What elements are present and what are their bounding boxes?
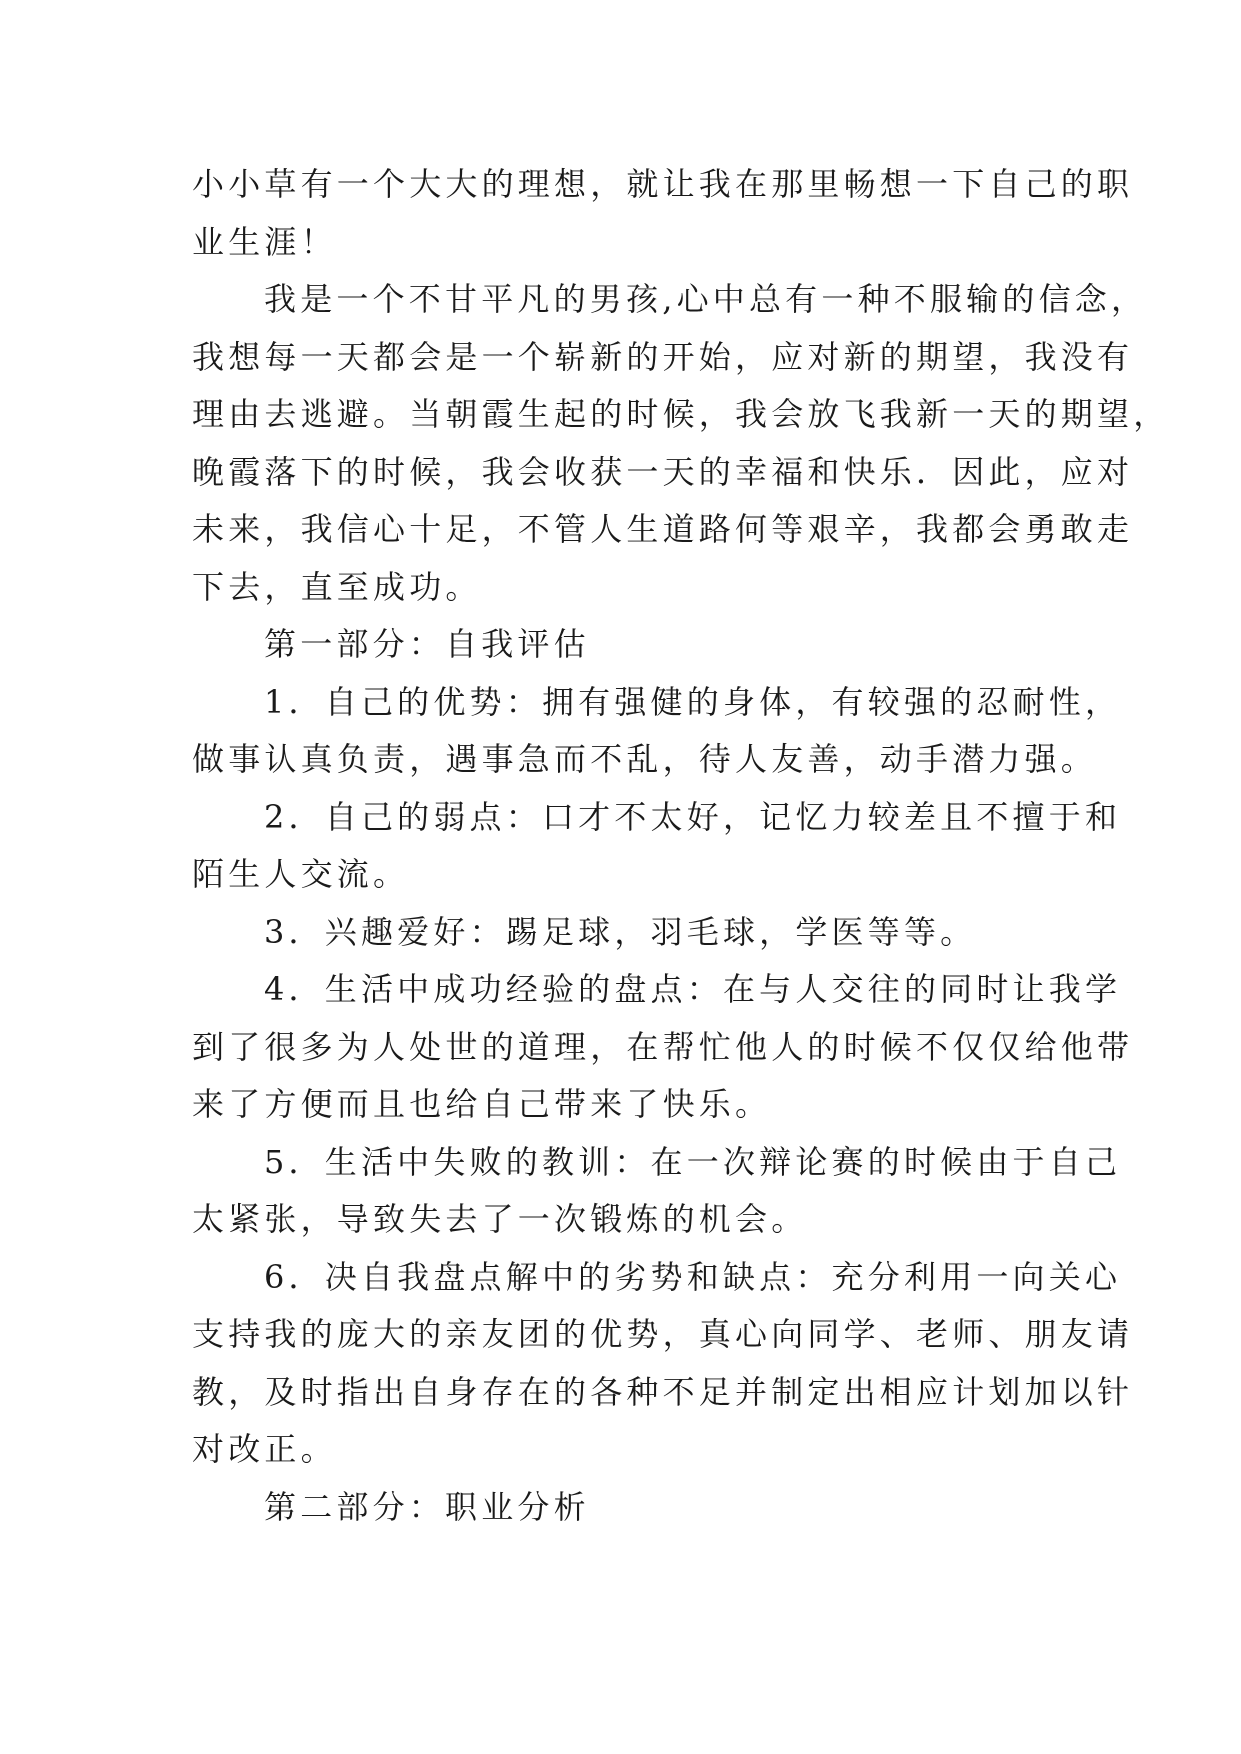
list-item-hobbies: [192, 904, 1072, 962]
text-line: 未来，我信心十足，不管人生道路何等艰辛，我都会勇敢走: [192, 510, 1134, 548]
text-line: 对改正。: [192, 1430, 337, 1468]
text-line: 我是一个不甘平凡的男孩,心中总有一种不服输的信念，: [264, 280, 1148, 318]
text-line: 4．生活中成功经验的盘点：在与人交往的同时让我学: [264, 970, 1122, 1008]
text-line: 下去，直至成功。: [192, 567, 482, 606]
text-line: 5．生活中失败的教训：在一次辩论赛的时候由于自己: [264, 1142, 1122, 1181]
text-line: 支持我的庞大的亲友团的优势，真心向同学、老师、朋友请: [192, 1315, 1134, 1353]
list-item-failures: [192, 1134, 1122, 1249]
text-line: 1．自己的优势：拥有强健的身体，有较强的忍耐性，: [264, 682, 1122, 721]
list-item-strengths: [192, 674, 1122, 789]
paragraph-aspiration: [192, 271, 1170, 616]
text-line: 6．决自我盘点解中的劣势和缺点：充分利用一向关心: [264, 1257, 1122, 1296]
section-heading: 第一部分：自我评估: [264, 625, 590, 663]
text-line: 理由去逃避。当朝霞生起的时候，我会放飞我新一天的期望，: [192, 395, 1170, 433]
text-line: 3．兴趣爱好：踢足球，羽毛球，学医等等。: [264, 912, 977, 951]
text-line: 小小草有一个大大的理想，就让我在那里畅想一下自己的职: [192, 165, 1134, 203]
list-item-successes: [192, 961, 1134, 1134]
paragraph-intro: [192, 156, 1134, 271]
text-line: 来了方便而且也给自己带来了快乐。: [192, 1085, 772, 1123]
list-item-improvements: [192, 1249, 1134, 1479]
text-line: 做事认真负责，遇事急而不乱，待人友善，动手潜力强。: [192, 740, 1098, 778]
text-line: 太紧张，导致失去了一次锻炼的机会。: [192, 1200, 808, 1238]
document-body: [192, 156, 1170, 1536]
section-heading-self-assessment: [192, 616, 1072, 674]
text-line: 我想每一天都会是一个崭新的开始，应对新的期望，我没有: [192, 337, 1134, 376]
section-heading: 第二部分：职业分析: [264, 1487, 590, 1526]
section-heading-career-analysis: [192, 1479, 1072, 1537]
list-item-weaknesses: [192, 789, 1122, 904]
text-line: 业生涯！: [192, 222, 337, 261]
text-line: 陌生人交流。: [192, 855, 410, 893]
text-line: 教，及时指出自身存在的各种不足并制定出相应计划加以针: [192, 1372, 1134, 1411]
text-line: 晚霞落下的时候，我会收获一天的幸福和快乐．因此，应对: [192, 452, 1134, 491]
text-line: 2．自己的弱点：口才不太好，记忆力较差且不擅于和: [264, 797, 1122, 836]
text-line: 到了很多为人处世的道理，在帮忙他人的时候不仅仅给他带: [192, 1027, 1134, 1066]
